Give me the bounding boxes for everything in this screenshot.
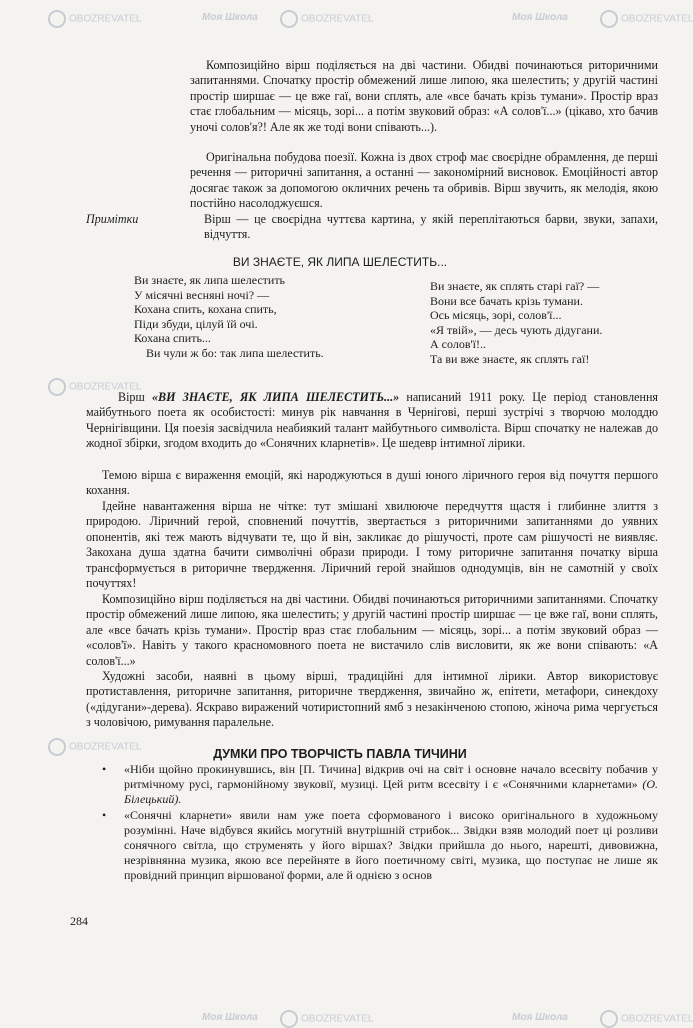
thoughts-heading: ДУМКИ ПРО ТВОРЧІСТЬ ПАВЛА ТИЧИНИ <box>213 747 467 761</box>
poem-line: Піди збуди, цілуй їй очі. <box>134 316 258 331</box>
watermark-obozrevatel: OBOZREVATEL <box>48 738 141 756</box>
bullet-icon: • <box>102 807 107 822</box>
quote-author: (О. Білецький). <box>124 777 658 807</box>
construction-paragraph: Оригінальна побудова поезії. Кожна із двох строф має своєрідне обрамлення, де перші речення — риторичні запитання, а останні — закономірний висновок. Емоційності автор досягає також за допомогою окличних речень та обривів. Вірш звучить, як мелодія, якою постійно насолоджуєшся. <box>190 150 658 211</box>
analysis-intro-text: написаний 1911 року. Це період становлення майбутнього поета як особистості: минув рік навчання в Чернігові, перші зустрічі з творчою молоддю Чернігівщини. Ця поезія засвідчила неабиякий талант майбутнього символіста. Вірш спочатку не належав до жодної збірки, згодом входить до «Сонячних кларнетів». Це шедевр інтимної лірики. <box>86 390 658 451</box>
watermark-obozrevatel: OBOZREVATEL <box>600 10 693 28</box>
poem-line: «Я твій», — десь чують дідугани. <box>430 322 603 337</box>
quotes-list <box>104 762 658 884</box>
watermark-moya-shkola: Моя Школа <box>202 12 258 23</box>
watermark-obozrevatel: OBOZREVATEL <box>48 10 141 28</box>
poem-title-reference: «ВИ ЗНАЄТЕ, ЯК ЛИПА ШЕЛЕСТИТЬ...» <box>152 390 400 404</box>
analysis-intro-paragraph <box>86 390 658 452</box>
bullet-icon: • <box>102 762 107 776</box>
poem-line: Та ви вже знаєте, як сплять гаї! <box>430 351 590 366</box>
quote-text: «Ніби щойно прокинувшись, він [П. Тичина] відкрив очі на світ і основне начало всесвіту побачив у ритмічному русі, гармонійному звуковії, музиці. Цей ритм всесвіту і є «Сонячними кларнетами» <box>124 762 658 792</box>
poem-line: Ось місяць, зорі, солов'ї... <box>430 308 562 323</box>
notes-text: Вірш — це своєрідна чуттєва картина, у якій переплітаються барви, звуки, запахи, відчуття. <box>204 212 658 242</box>
watermark-obozrevatel: OBOZREVATEL <box>48 378 141 396</box>
quote-item <box>104 762 658 808</box>
poem-line: Ви знаєте, як липа шелестить <box>134 273 286 287</box>
watermark-moya-shkola: Моя Школа <box>512 1012 568 1023</box>
notes-label: Примітки <box>86 212 139 226</box>
poem-title: ВИ ЗНАЄТЕ, ЯК ЛИПА ШЕЛЕСТИТЬ... <box>232 255 448 269</box>
quote-text: «Сонячні кларнети» явили нам уже поета сформованого і високо оригінального в художньому розумінні. Наче відбувся якийсь могутній внутрішній стрибок... Звідки взяв молодий поет ці розливи сонячного світла, що струменять у його віршах? Звідки прийшла до нього, нарешті, дивовижна, незрівнянна музика, якою все перейняте в його поетичному світі, музика, що поступає не лише як провідний принцип віршованої форми, але й однією з основ <box>124 807 658 883</box>
idea-paragraph: Ідейне навантаження вірша не чітке: тут змішані хвилююче передчуття щастя і глибинне злиття з природою. Ліричний герой, сповнений почуттів, звертається з риторичними запитаннями до уявних опонентів, які теж мають відчувати те, що й він, закликає до рішучості, проте сам рішучості не виявляє. Закохана душа здатна бачити символічні образи природи. І тому риторичне запитання початку вірша трансформується в риторичне твердження. Ліричний герой знайшов однодумців, він не самотній у своїх почуттях! <box>86 499 658 591</box>
poem-line: Вони все бачать крізь тумани. <box>430 293 583 308</box>
analysis-lead: Вірш <box>118 390 145 404</box>
theme-paragraph: Темою вірша є вираження емоцій, які народжуються в душі юного ліричного героя від почуття першого кохання. <box>86 468 658 498</box>
poem-line: А солов'ї!.. <box>430 337 486 352</box>
watermark-obozrevatel: OBOZREVATEL <box>600 1010 693 1028</box>
page-number: 284 <box>70 914 88 928</box>
poem-line: Кохана спить, кохана спить, <box>134 302 277 317</box>
poem-line: Кохана спить... <box>134 331 211 346</box>
poem-stanza-left <box>134 273 324 361</box>
watermark-obozrevatel: OBOZREVATEL <box>280 1010 373 1028</box>
poem-line: Ви знаєте, як сплять старі гаї? — <box>430 279 600 293</box>
poem-line: Ви чули ж бо: так липа шелестить. <box>146 345 324 360</box>
poem-stanza-right <box>430 279 602 367</box>
quote-item <box>104 808 658 884</box>
devices-paragraph: Художні засоби, наявні в цьому вірші, традиційні для інтимної лірики. Автор використовує протиставлення, риторичне запитання, риторичне твердження, звичайно ж, епітети, метафори, синекдоху («дідугани»-дерева). Яскраво виражений чотиристопний ямб з незакінченою стопою, жіноча рима чергується з чоловічою, римування паралельне. <box>86 669 658 730</box>
watermark-moya-shkola: Моя Школа <box>202 1012 258 1023</box>
watermark-obozrevatel: OBOZREVATEL <box>280 10 373 28</box>
composition-paragraph: Композиційно вірш поділяється на дві частини. Обидві починаються риторичними запитаннями. Спочатку простір обмежений лише липою, яка шелестить; у другій частині простір ширшає — це вже гаї, вони сплять, але «все бачать крізь тумани». Простір враз стає глобальним — місяць, зорі... а потім звуковий образ: «А солов'ї...» (цікаво, хто бачив уночі солов'я?! Але як же тоді вони співають...). <box>190 58 658 134</box>
poem-line: У місячні весняні ночі? — <box>134 287 270 302</box>
watermark-moya-shkola: Моя Школа <box>512 12 568 23</box>
composition-analysis-paragraph: Композиційно вірш поділяється на дві частини. Обидві починаються риторичними запитаннями. Спочатку простір обмежений лише липою, яка шелестить; у другій частині простір ширшає — це вже гаї, вони сплять, але «все бачать крізь тумани». Простір враз стає глобальним — місяць, зорі... а потім звуковий образ — «солов'ї». Навіть у такого красномовного поета не вистачило слів висловити, як же вони співають: «А солов'ї...» <box>86 592 658 668</box>
